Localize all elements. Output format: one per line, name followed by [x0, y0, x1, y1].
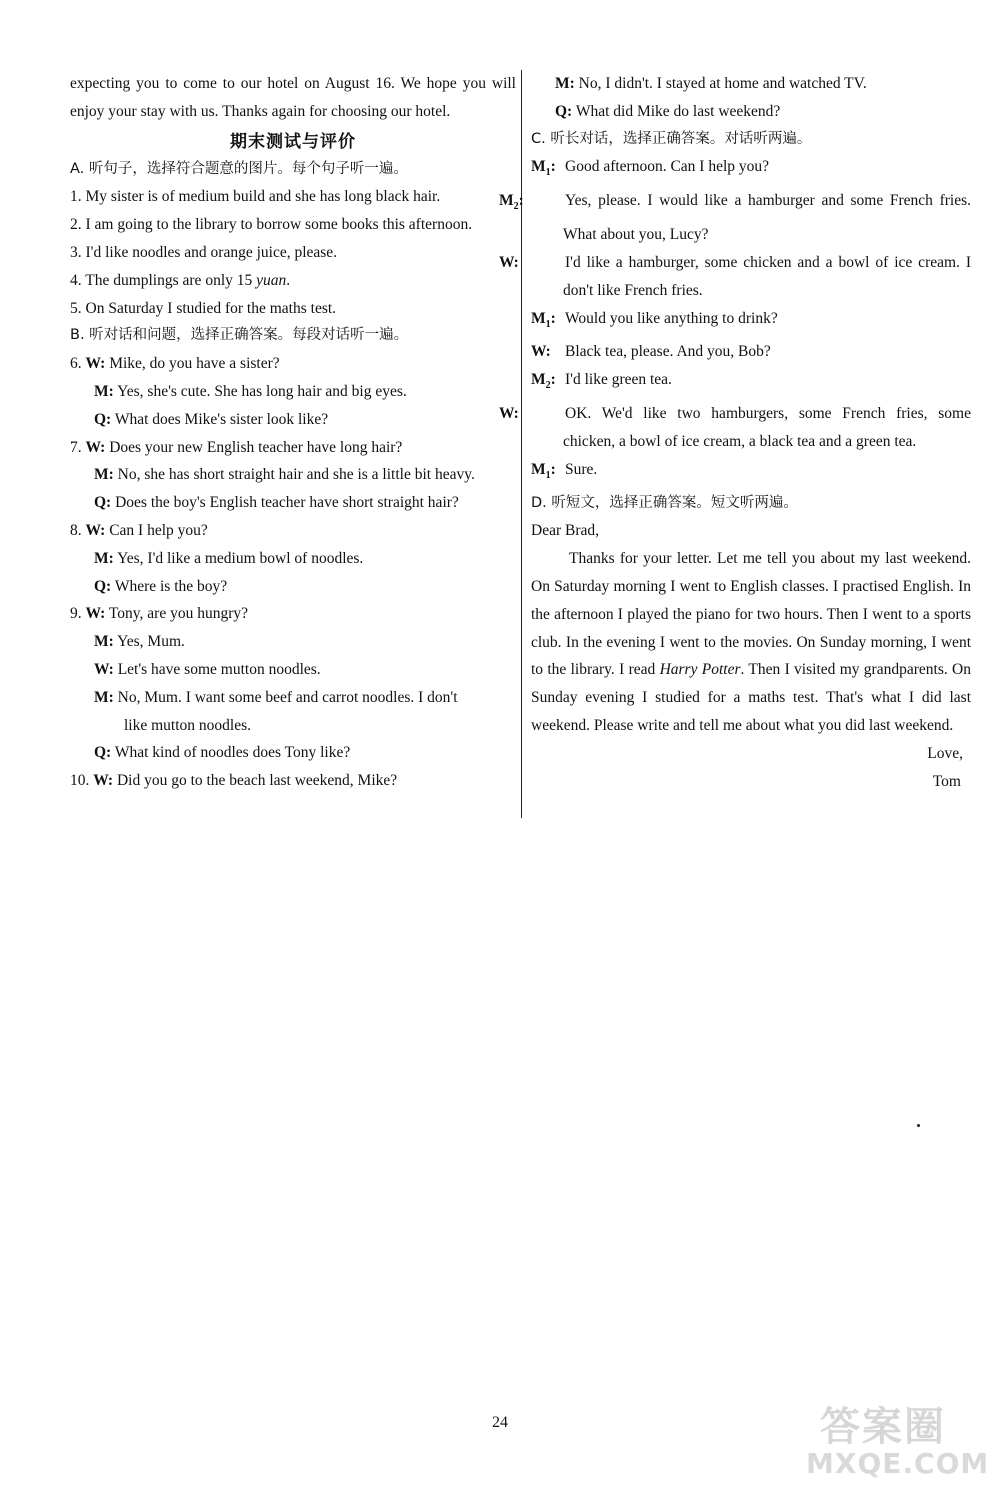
c-line-2	[499, 187, 971, 249]
c-line-1	[531, 153, 971, 187]
q7-w-text: Does your new English teacher have long hair?	[109, 438, 403, 456]
c-line-7	[499, 400, 971, 456]
section-title: 期末测试与评价	[230, 131, 356, 152]
question-a4	[70, 267, 516, 295]
q9-w-line	[70, 600, 516, 628]
letter-body-text: Thanks for your letter. Let me tell you about my last weekend. On Saturday morning I went to English classes. I practised English. In the afternoon I played the piano for two hours. Then I went to a sports club. In the evening I went to the movies. On Sunday morning, I went to the library. I read	[531, 550, 971, 679]
q7-m-line	[70, 461, 516, 489]
q6-q-text: What does Mike's sister look like?	[114, 410, 329, 428]
q10-m-line	[531, 70, 971, 98]
q8-w-text: Can I help you?	[109, 521, 208, 539]
q8-number: 8.	[70, 521, 82, 539]
speaker-m1: $M_1$:	[531, 460, 556, 481]
speaker-m1: $M_1$:	[531, 309, 556, 330]
q10-number: 10.	[70, 772, 90, 790]
speaker-w: W:	[93, 772, 114, 790]
letter-closing: Love,	[927, 744, 963, 762]
q9-number: 9.	[70, 605, 82, 623]
speaker-m: M:	[94, 688, 114, 706]
q8-q-line	[70, 573, 516, 601]
q10-q-text: What did Mike do last weekend?	[575, 102, 781, 120]
c-line-6	[531, 366, 971, 400]
q8-m-line	[70, 545, 516, 573]
letter-body-end: . Then I visited my grandparents. On Sunday evening I studied for a maths test. That's what I did last weekend. Please write and tell me about what you did last weekend.	[531, 661, 971, 734]
right-column	[499, 70, 971, 795]
q9-w1-text: Tony, are you hungry?	[108, 605, 249, 623]
speaker-q: Q:	[94, 744, 112, 762]
question-a4-italic: yuan	[256, 271, 287, 289]
q7-m-text: No, she has short straight hair and she is a little bit heavy.	[117, 466, 475, 484]
speaker-m: M:	[555, 75, 575, 92]
question-a3: 3. I'd like noodles and orange juice, please.	[70, 243, 338, 261]
q9-m1-text: Yes, Mum.	[117, 633, 185, 651]
c-line-3	[499, 249, 971, 305]
q6-m-text: Yes, she's cute. She has long hair and big eyes.	[117, 382, 407, 400]
q8-w-line	[70, 517, 516, 545]
c-line-5	[531, 338, 971, 366]
part-d-instruction: D. 听短文，选择正确答案。短文听两遍。	[531, 494, 798, 511]
speaker-m: M:	[94, 466, 114, 484]
q7-q-line	[70, 489, 516, 517]
left-column	[70, 70, 516, 795]
book-title: Harry Potter	[659, 661, 741, 679]
q7-q-text: Does the boy's English teacher have short straight hair?	[115, 494, 459, 512]
q6-number: 6.	[70, 355, 82, 373]
part-c-instruction: C. 听长对话，选择正确答案。对话听两遍。	[531, 130, 812, 147]
part-b-instruction: B. 听对话和问题，选择正确答案。每段对话听一遍。	[70, 327, 409, 344]
q9-w2-line	[70, 656, 516, 684]
speaker-m2: $M_2$:	[531, 371, 556, 392]
c8-text: Sure.	[565, 460, 598, 478]
speaker-w: W:	[531, 343, 551, 361]
q9-m2-line	[70, 684, 516, 712]
speaker-q: Q:	[555, 102, 573, 120]
speaker-w: W:	[85, 438, 106, 456]
speaker-w: W:	[85, 605, 106, 623]
q10-w-text: Did you go to the beach last weekend, Mike?	[116, 772, 398, 790]
question-a1: 1. My sister is of medium build and she has long black hair.	[70, 188, 441, 206]
page-number: 24	[492, 1414, 508, 1431]
speaker-m: M:	[94, 382, 114, 400]
c1-text: Good afternoon. Can I help you?	[565, 158, 770, 176]
c-line-4	[531, 305, 971, 339]
watermark-logo	[800, 1395, 990, 1485]
q9-m2-text: No, Mum. I want some beef and carrot noodles. I don't	[117, 688, 458, 706]
speaker-q: Q:	[94, 577, 112, 595]
speaker-w: W:	[94, 660, 114, 678]
c6-text: I'd like green tea.	[565, 371, 672, 389]
q8-q-text: Where is the boy?	[114, 577, 228, 595]
letter-signature: Tom	[932, 772, 961, 790]
speaker-m2: $M_2$:	[499, 192, 524, 213]
q9-w2-text: Let's have some mutton noodles.	[117, 660, 321, 678]
letter-body	[531, 545, 971, 740]
q8-m-text: Yes, I'd like a medium bowl of noodles.	[117, 549, 364, 567]
c2-text: Yes, please. I would like a hamburger and some French fries. What about you, Lucy?	[563, 192, 971, 244]
question-a4-end: .	[286, 271, 291, 289]
speaker-q: Q:	[94, 410, 112, 428]
q9-m2-continued: like mutton noodles.	[124, 716, 252, 734]
part-a-instruction: A. 听句子，选择符合题意的图片。每个句子听一遍。	[70, 160, 408, 177]
speaker-m1: $M_1$:	[531, 158, 556, 179]
q9-m-line	[70, 628, 516, 656]
speaker-w: W:	[499, 405, 519, 423]
q7-number: 7.	[70, 438, 82, 456]
q6-q-line	[70, 406, 516, 434]
q6-w-text: Mike, do you have a sister?	[109, 355, 280, 373]
speaker-w: W:	[85, 521, 106, 539]
speaker-m: M:	[94, 633, 114, 651]
letter-greeting: Dear Brad,	[531, 522, 599, 540]
q7-w-line	[70, 434, 516, 462]
speaker-w: W:	[85, 355, 106, 373]
q6-w-line	[70, 350, 516, 378]
q9-q-text: What kind of noodles does Tony like?	[114, 744, 351, 762]
c3-text: I'd like a hamburger, some chicken and a bowl of ice cream. I don't like French fries.	[563, 253, 971, 299]
question-a5: 5. On Saturday I studied for the maths test.	[70, 299, 337, 317]
q10-q-line	[531, 98, 971, 126]
question-a4-text: 4. The dumplings are only 15	[70, 271, 257, 289]
column-divider	[521, 70, 522, 818]
q10-m-text: No, I didn't. I stayed at home and watched TV.	[578, 75, 867, 92]
q10-w-line	[70, 767, 516, 795]
c4-text: Would you like anything to drink?	[565, 309, 778, 327]
watermark-bottom-text: MXQE.COM	[806, 1447, 990, 1480]
stray-mark	[917, 1124, 920, 1127]
c7-text: OK. We'd like two hamburgers, some French fries, some chicken, a bowl of ice cream, a black tea and a green tea.	[563, 405, 971, 450]
watermark-top-text: 答案圈	[820, 1404, 946, 1450]
q9-q-line	[70, 739, 516, 767]
c-line-8	[531, 456, 971, 490]
question-a2: 2. I am going to the library to borrow some books this afternoon.	[70, 216, 473, 234]
speaker-w: W:	[499, 253, 519, 271]
c5-text: Black tea, please. And you, Bob?	[565, 343, 771, 361]
speaker-q: Q:	[94, 494, 112, 512]
intro-paragraph: expecting you to come to our hotel on August 16. We hope you will enjoy your stay with us. Thanks again for choosing our hotel.	[70, 75, 516, 120]
speaker-m: M:	[94, 549, 114, 567]
q6-m-line	[70, 378, 516, 406]
